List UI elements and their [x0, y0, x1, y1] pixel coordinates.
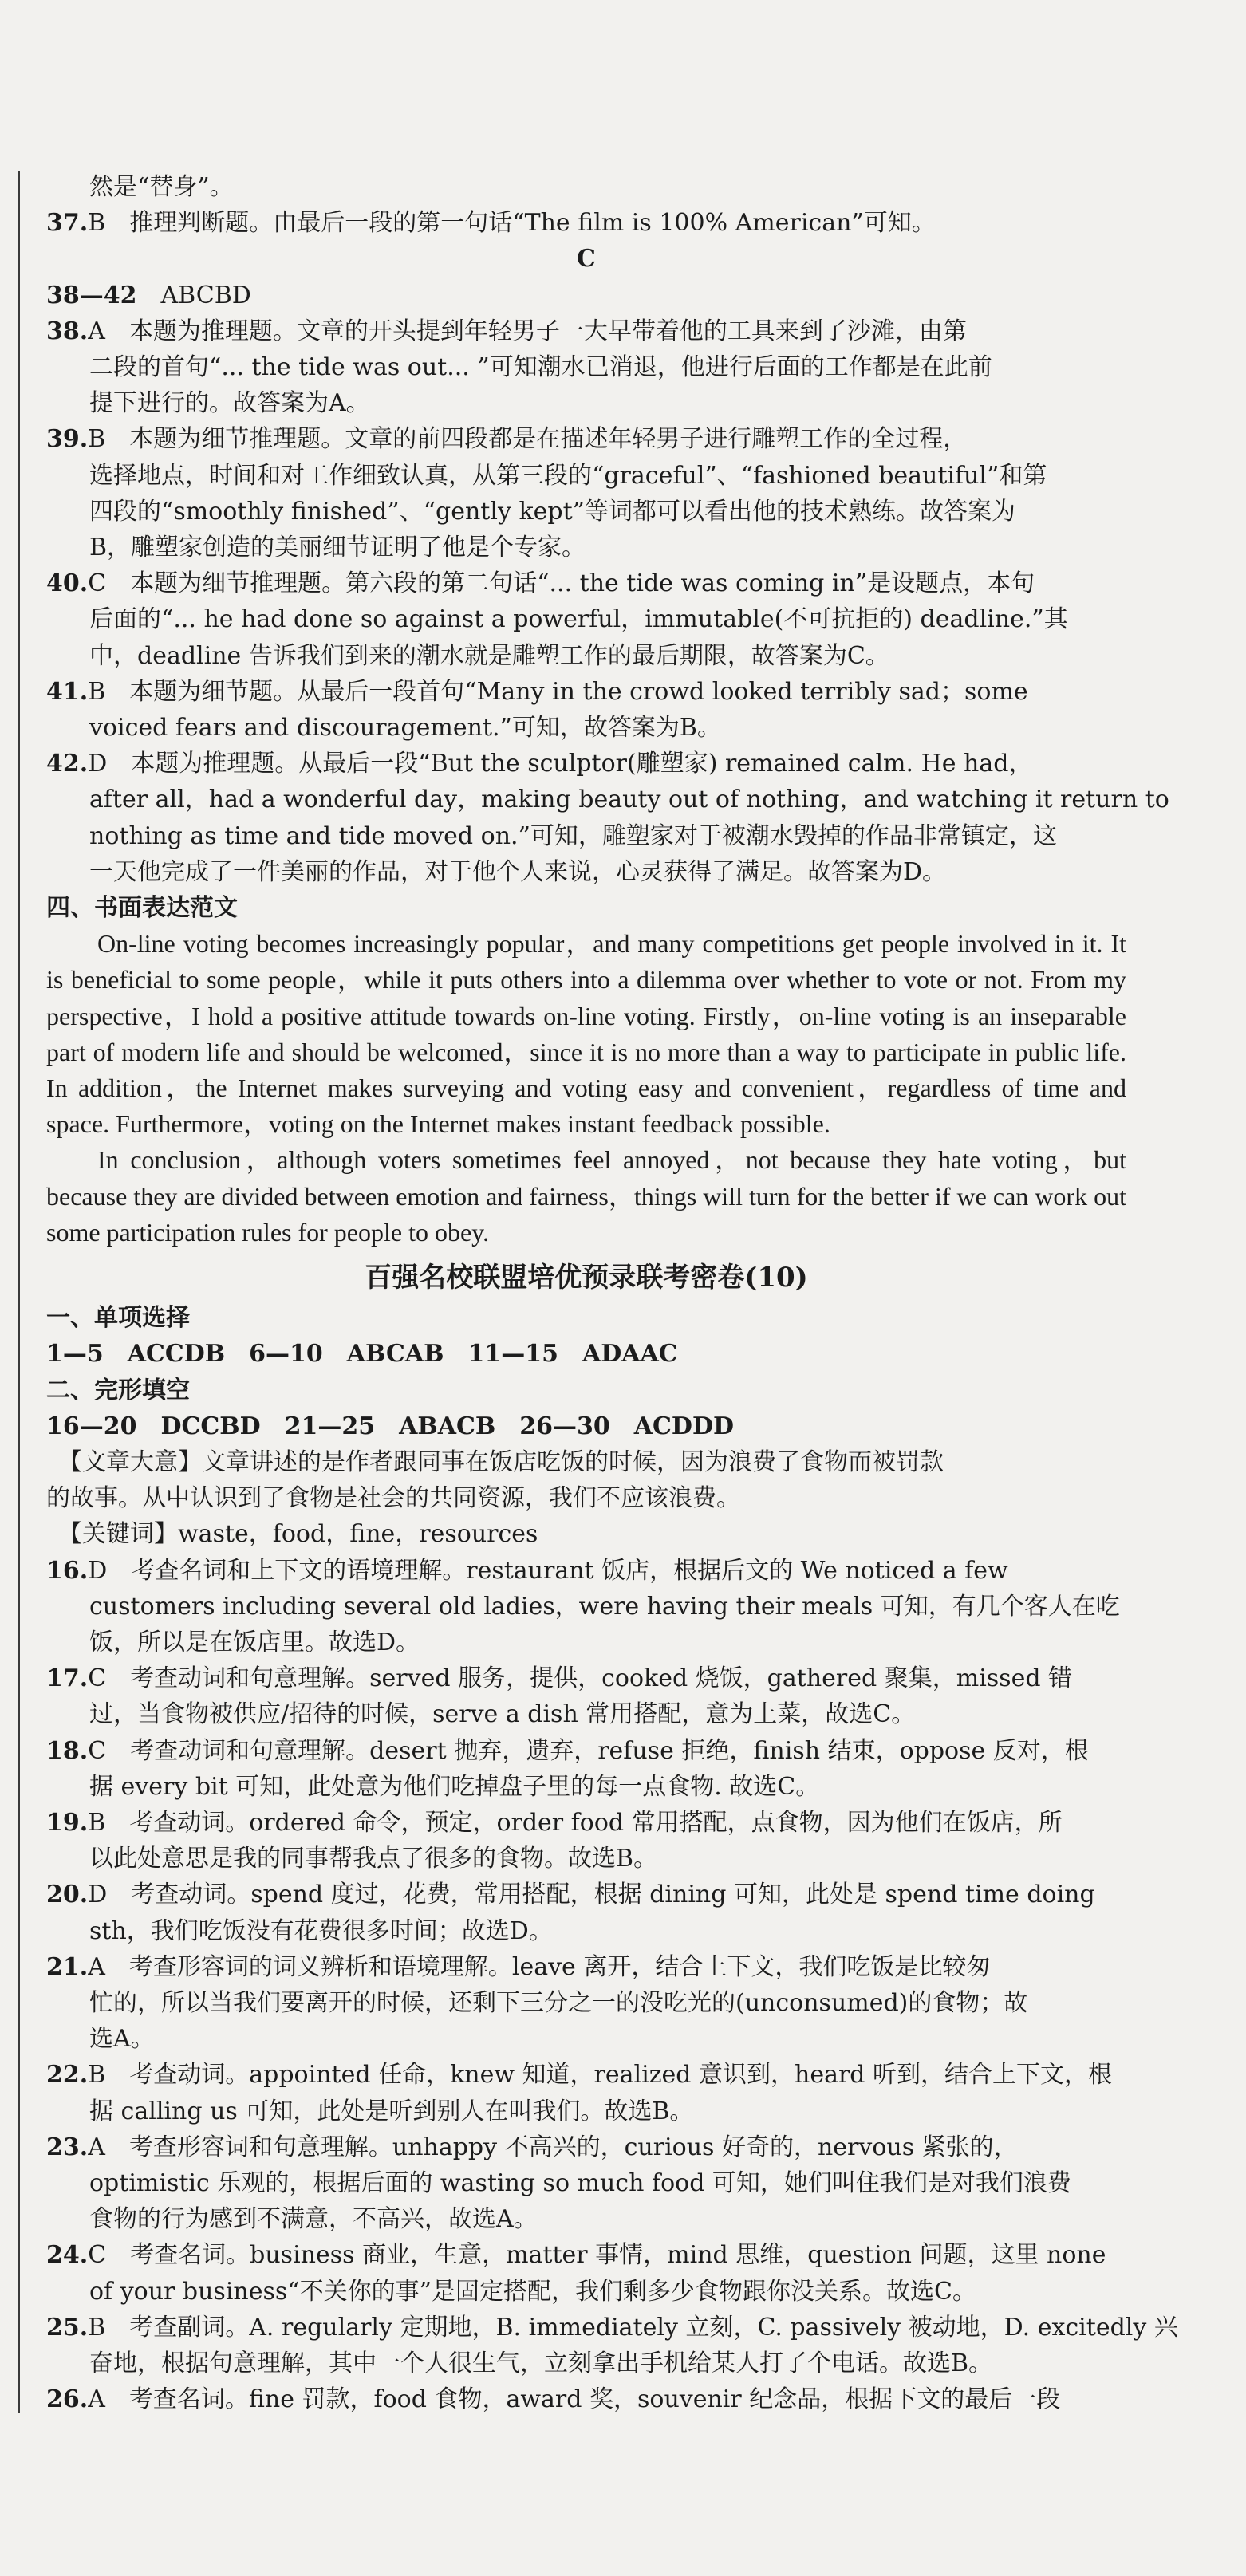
line-text: customers including several old ladies，were having their meals 可知，有几个客人在吃 [89, 1592, 1120, 1621]
line-text: 选A。 [89, 2025, 155, 2054]
text-line [46, 890, 1126, 926]
line-text: sth，我们吃饭没有花费很多时间；故选D。 [89, 1916, 553, 1945]
text-line [46, 1949, 1126, 1985]
text-line [46, 710, 1126, 746]
line-text: A 考查形容词的词义辨析和语境理解。leave 离开，结合上下文，我们吃饭是比较匆 [88, 1952, 991, 1981]
model-essay [46, 926, 1126, 1251]
text-line [46, 2310, 1178, 2346]
text-line [46, 1516, 1126, 1552]
line-text: 【关键词】waste，food，fine，resources [46, 1520, 538, 1549]
essay-paragraph-1: On-line voting becomes increasingly popular，and many competitions get people involved in it. It is beneficial to some people，while it puts others into a dilemma over whether to vote or not. From my perspective，I hold a positive attitude towards on-line voting. Firstly，on-line voting is an inseparable part of modern life and should be welcomed，since it is no more than a way to participate in public life. In addition，the Internet makes surveying and voting easy and convenient，regardless of time and space. Furthermore，voting on the Internet makes instant feedback possible. [46, 929, 1127, 1139]
text-line [46, 2346, 1126, 2381]
line-text: 的故事。从中认识到了食物是社会的共同资源，我们不应该浪费。 [46, 1484, 740, 1513]
line-text: after all，had a wonderful day，making beauty out of nothing，and watching it return to [89, 786, 1169, 814]
question-number: 20. [46, 1881, 89, 1909]
text-line [46, 1373, 1126, 1408]
question-number: 21. [46, 1952, 89, 1981]
line-text: voiced fears and discouragement.”可知，故答案为B。 [89, 714, 721, 742]
line-text: C 本题为细节推理题。第六段的第二句话“... the tide was coming in”是设题点，本句 [88, 569, 1035, 598]
text-line [46, 2165, 1126, 2201]
line-text: B 本题为细节题。从最后一段首句“Many in the crowd looked terribly sad；some [88, 677, 1028, 706]
text-line [46, 1589, 1126, 1625]
text-line [46, 241, 1126, 277]
text-line [46, 530, 1126, 565]
line-text: C [577, 245, 596, 274]
line-text: 饭，所以是在饭店里。故选D。 [89, 1628, 420, 1656]
text-line [46, 2274, 1126, 2310]
question-number: 16. [46, 1556, 89, 1585]
line-text: 据 calling us 可知，此处是听到别人在叫我们。故选B。 [89, 2097, 694, 2125]
essay-paragraph-2: In conclusion，although voters sometimes feel annoyed，not because they hate voting，but because they are divided between emotion and fairness，things will turn for the better if we can work out some participation rules for people to obey. [46, 1145, 1126, 1247]
line-text: B 推理判断题。由最后一段的第一句话“The film is 100% American”可知。 [88, 209, 936, 238]
text-line [46, 1444, 1126, 1480]
question-number: 22. [46, 2061, 89, 2090]
question-number: 23. [46, 2133, 89, 2161]
question-number: 26. [46, 2385, 89, 2414]
text-line [46, 1733, 1126, 1769]
line-text: B 考查动词。appointed 任命，knew 知道，realized 意识到，heard 听到，结合上下文，根 [88, 2061, 1113, 2090]
text-line [46, 674, 1126, 710]
line-text: nothing as time and tide moved on.”可知，雕塑家对于被潮水毁掉的作品非常镇定，这 [89, 821, 1057, 850]
text-line [46, 2129, 1126, 2165]
line-text: 过，当食物被供应/招待的时候，serve a dish 常用搭配，意为上菜，故选C。 [89, 1700, 916, 1729]
text-line [46, 1660, 1126, 1696]
question-number: 40. [46, 569, 89, 598]
line-text: D 考查动词。spend 度过，花费，常用搭配，根据 dining 可知，此处是 spend time doing [88, 1881, 1095, 1909]
text-line [46, 458, 1126, 494]
text-line [46, 1985, 1126, 2021]
text-line [46, 1877, 1126, 1912]
line-text: A 考查形容词和句意理解。unhappy 不高兴的，curious 好奇的，nervous 紧张的， [88, 2133, 1018, 2161]
line-text: 四段的“smoothly finished”、“gently kept”等词都可以看出他的技术熟练。故答案为 [89, 497, 1015, 526]
line-text: D 本题为推理题。从最后一段“But the sculptor(雕塑家) remained calm. He had， [88, 750, 1033, 778]
line-text: 食物的行为感到不满意，不高兴，故选A。 [89, 2205, 538, 2234]
text-line [46, 1408, 1126, 1444]
text-line [46, 2021, 1126, 2057]
text-line [46, 494, 1126, 530]
line-text: 提下进行的。故答案为A。 [89, 389, 370, 418]
line-text: 选择地点，时间和对工作细致认真，从第三段的“graceful”、“fashioned beautiful”和第 [89, 461, 1047, 490]
text-line [46, 2057, 1126, 2093]
question-number: 37. [46, 209, 89, 238]
left-margin-rule [18, 171, 20, 2413]
line-text: A 考查名词。fine 罚款，food 食物，award 奖，souvenir 纪念品，根据下文的最后一段 [88, 2385, 1061, 2414]
line-text: 中，deadline 告诉我们到来的潮水就是雕塑工作的最后期限，故答案为C。 [89, 641, 889, 670]
text-line [46, 1805, 1126, 1841]
text-line [46, 205, 1126, 241]
text-line [46, 1913, 1126, 1949]
text-line [46, 2093, 1126, 2129]
reading-answers-section [46, 169, 1169, 926]
text-line [46, 601, 1126, 637]
question-number: 24. [46, 2241, 89, 2270]
line-text: B 考查动词。ordered 命令，预定，order food 常用搭配，点食物，因为他们在饭店，所 [88, 1808, 1063, 1837]
question-number: 17. [46, 1664, 89, 1693]
line-text: 二、完形填空 [46, 1376, 190, 1404]
text-line [46, 1336, 1126, 1372]
text-line [46, 1841, 1126, 1877]
line-text: B，雕塑家创造的美丽细节证明了他是个专家。 [89, 534, 586, 562]
line-text: 忙的，所以当我们要离开的时候，还剩下三分之一的没吃光的(unconsumed)的食物；故 [89, 1988, 1028, 2017]
text-line [46, 385, 1126, 421]
line-text: 后面的“... he had done so against a powerful，immutable(不可抗拒的) deadline.”其 [89, 605, 1068, 634]
line-text: 【文章大意】文章讲述的是作者跟同事在饭店吃饭的时候，因为浪费了食物而被罚款 [46, 1448, 944, 1476]
text-line [46, 746, 1126, 782]
question-number: 18. [46, 1736, 89, 1765]
text-line [46, 1480, 1126, 1516]
text-line [46, 818, 1126, 854]
text-line [46, 1300, 1126, 1336]
line-text: of your business“不关你的事”是固定搭配，我们剩多少食物跟你没关系。故选C。 [89, 2277, 976, 2306]
line-text: 一天他完成了一件美丽的作品，对于他个人来说，心灵获得了满足。故答案为D。 [89, 857, 947, 886]
question-number: 41. [46, 677, 89, 706]
text-line [46, 1769, 1126, 1805]
line-text: 奋地，根据句意理解，其中一个人很生气，立刻拿出手机给某人打了个电话。故选B。 [89, 2349, 993, 2377]
line-text: 一、单项选择 [46, 1304, 190, 1333]
line-text: 以此处意思是我的同事帮我点了很多的食物。故选B。 [89, 1845, 658, 1873]
line-text: A 本题为推理题。文章的开头提到年轻男子一大早带着他的工具来到了沙滩，由第 [88, 317, 967, 345]
text-line [46, 313, 1126, 349]
line-text: 1—5 ACCDB 6—10 ABCAB 11—15 ADAAC [46, 1340, 678, 1369]
question-number: 19. [46, 1808, 89, 1837]
line-text: 二段的首句“... the tide was out... ”可知潮水已消退，他进行后面的工作都是在此前 [89, 353, 992, 382]
line-text: C 考查动词和句意理解。served 服务，提供，cooked 烧饭，gathered 聚集，missed 错 [88, 1664, 1073, 1693]
line-text: optimistic 乐观的，根据后面的 wasting so much food 可知，她们叫住我们是对我们浪费 [89, 2168, 1071, 2197]
text-line [46, 565, 1126, 601]
line-text: B 本题为细节推理题。文章的前四段都是在描述年轻男子进行雕塑工作的全过程， [88, 425, 968, 454]
text-line [46, 349, 1126, 385]
exam-10-answers-section [46, 1300, 1178, 2417]
line-text: 据 every bit 可知，此处意为他们吃掉盘子里的每一点食物. 故选C。 [89, 1772, 820, 1801]
text-line [46, 782, 1169, 817]
question-number: 42. [46, 750, 89, 778]
text-line [46, 2237, 1126, 2273]
line-text: ABCBD [136, 281, 251, 309]
text-line [46, 1625, 1126, 1660]
line-text: 然是“替身”。 [89, 173, 234, 201]
question-number: 38—42 [46, 281, 137, 309]
line-text: C 考查名词。business 商业，生意，matter 事情，mind 思维，question 问题，这里 none [88, 2241, 1106, 2270]
text-line [46, 421, 1126, 457]
line-text: D 考查名词和上下文的语境理解。restaurant 饭店，根据后文的 We noticed a few [88, 1556, 1008, 1585]
line-text: 四、书面表达范文 [46, 894, 238, 923]
question-number: 25. [46, 2313, 89, 2342]
text-line [46, 278, 1126, 313]
text-line [46, 169, 1126, 205]
text-line [46, 1696, 1126, 1732]
text-line [46, 2201, 1126, 2237]
question-number: 39. [46, 425, 89, 454]
line-text: B 考查副词。A. regularly 定期地，B. immediately 立刻，C. passively 被动地，D. excitedly 兴 [88, 2313, 1178, 2342]
text-line [46, 854, 1126, 890]
exam-section-title: 百强名校联盟培优预录联考密卷(10) [365, 1262, 808, 1294]
line-text: C 考查动词和句意理解。desert 抛弃，遗弃，refuse 拒绝，finish 结束，oppose 反对，根 [88, 1736, 1089, 1765]
text-line [46, 2381, 1126, 2417]
question-number: 38. [46, 317, 89, 345]
text-line [46, 638, 1126, 674]
line-text: 16—20 DCCBD 21—25 ABACB 26—30 ACDDD [46, 1412, 734, 1440]
text-line [46, 1553, 1126, 1589]
